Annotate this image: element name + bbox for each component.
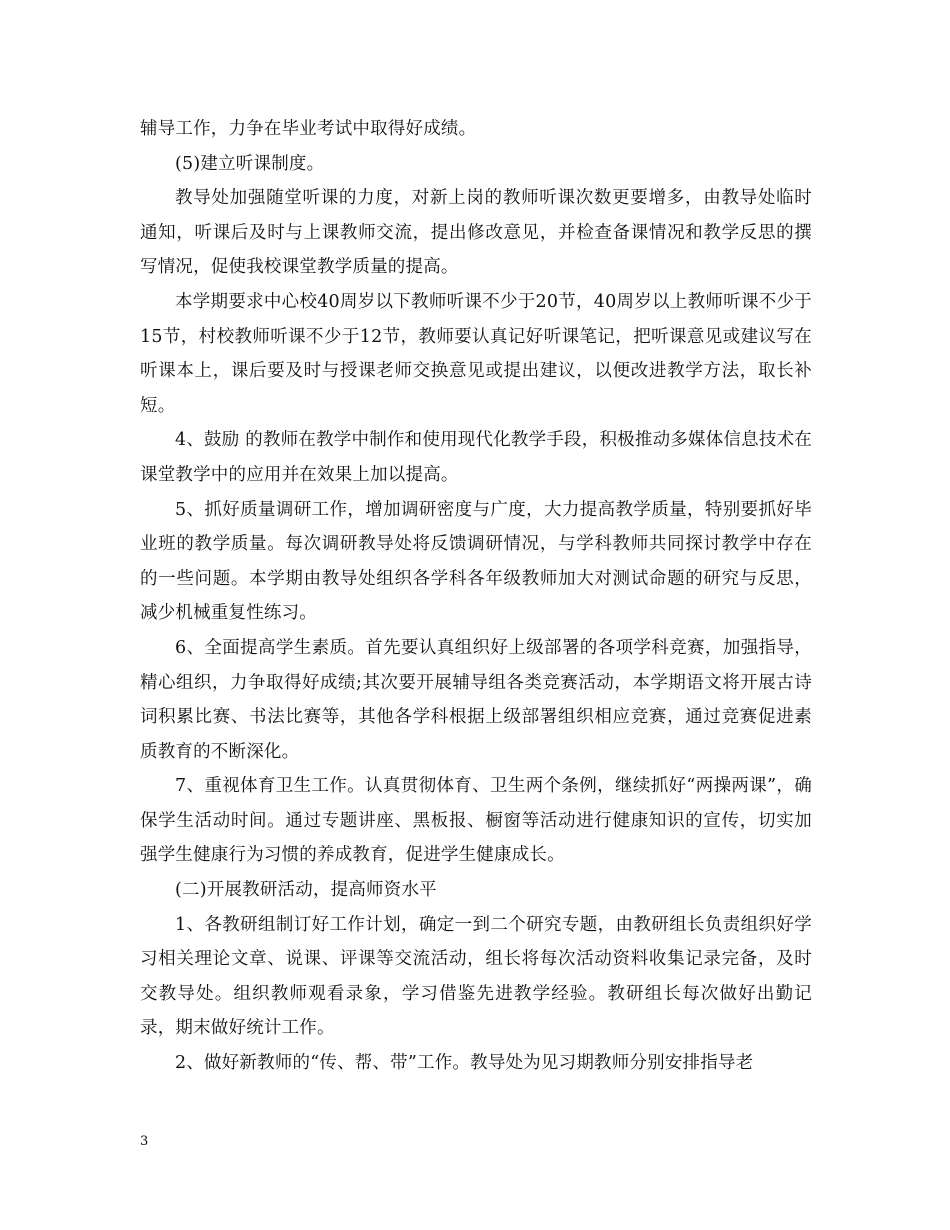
paragraph-student-quality: 6、全面提高学生素质。首先要认真组织好上级部署的各项学科竞赛，加强指导，精心组织，力争取得好成绩;其次要开展辅导组各类竞赛活动，本学期语文将开展古诗词积累比赛、书法比赛等，其他各学科根据上级部署组织相应竞赛，通过竞赛促进素质教育的不断深化。	[140, 637, 812, 762]
paragraph-modern-teaching-tools: 4、鼓励 的教师在教学中制作和使用现代化教学手段，积极推动多媒体信息技术在课堂教学中的应用并在效果上加以提高。	[140, 430, 812, 485]
page-number: 3	[140, 1134, 149, 1149]
paragraph-sports-health: 7、重视体育卫生工作。认真贯彻体育、卫生两个条例，继续抓好“两操两课”，确保学生活动时间。通过专题讲座、黑板报、橱窗等活动进行健康知识的宣传，切实加强学生健康行为习惯的养成教育，促进学生健康成长。	[140, 776, 812, 866]
paragraph-new-teacher-mentoring: 2、做好新教师的“传、帮、带”工作。教导处为见习期教师分别安排指导老	[175, 1053, 754, 1074]
paragraph-continuation: 辅导工作，力争在毕业考试中取得好成绩。	[140, 119, 477, 139]
section-heading-teaching-research: (二)开展教研活动，提高师资水平	[175, 880, 437, 901]
paragraph-observation-requirements: 本学期要求中心校40周岁以下教师听课不少于20节，40周岁以上教师听课不少于15节，村校教师听课不少于12节，教师要认真记好听课笔记，把听课意见或建议写在听课本上，课后要及时与授课老师交换意见或提出建议，以便改进教学方法，取长补短。	[140, 291, 812, 416]
paragraph-listening-system-heading: (5)建立听课制度。	[175, 153, 325, 174]
paragraph-quality-research: 5、抓好质量调研工作，增加调研密度与广度，大力提高教学质量，特别要抓好毕业班的教学质量。每次调研教导处将反馈调研情况，与学科教师共同探讨教学中存在的一些问题。本学期由教导处组织各学科各年级教师加大对测试命题的研究与反思，减少机械重复性练习。	[140, 499, 812, 624]
paragraph-classroom-observation: 教导处加强随堂听课的力度，对新上岗的教师听课次数更要增多，由教导处临时通知，听课后及时与上课教师交流，提出修改意见，并检查备课情况和教学反思的撰写情况，促使我校课堂教学质量的提高。	[140, 188, 812, 278]
paragraph-research-groups: 1、各教研组制订好工作计划，确定一到二个研究专题，由教研组长负责组织好学习相关理论文章、说课、评课等交流活动，组长将每次活动资料收集记录完备，及时交教导处。组织教师观看录象，学习借鉴先进教学经验。教研组长每次做好出勤记录，期末做好统计工作。	[140, 914, 812, 1039]
document-body	[140, 112, 812, 1081]
